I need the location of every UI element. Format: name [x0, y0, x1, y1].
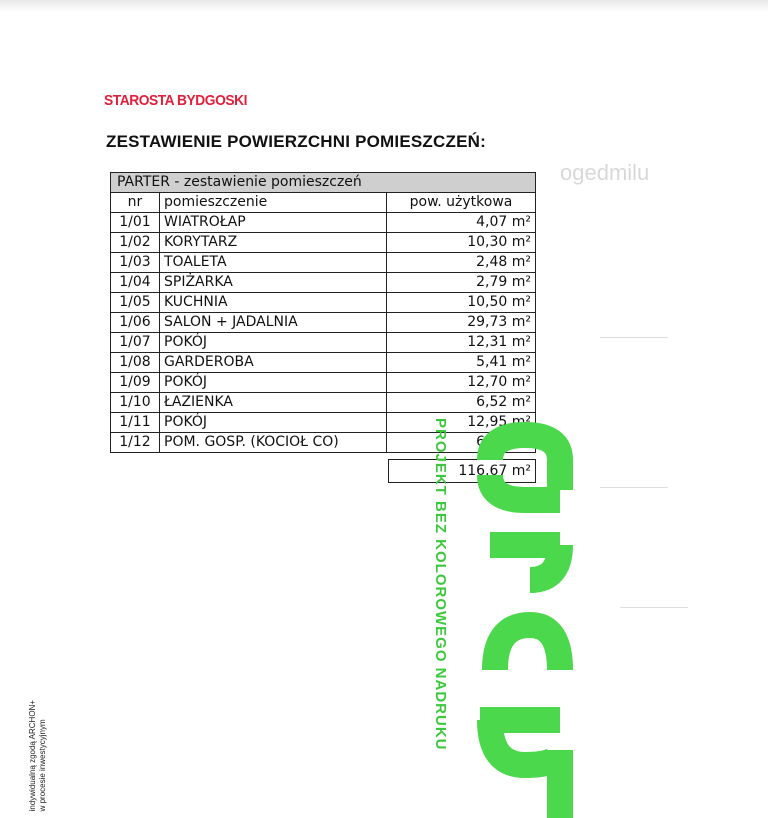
- room-number: 1/03: [111, 253, 160, 273]
- room-area: 5,41 m²: [387, 353, 536, 373]
- table-row: [111, 213, 536, 233]
- header-room: pomieszczenie: [160, 193, 387, 213]
- archon-logo: [470, 420, 580, 818]
- show-through-text: ────────: [600, 330, 669, 344]
- copyright-line-2: w procesie inwestycyjnym: [38, 719, 47, 812]
- room-number: 1/04: [111, 273, 160, 293]
- room-area: 2,79 m²: [387, 273, 536, 293]
- room-number: 1/09: [111, 373, 160, 393]
- scan-edge: [0, 0, 768, 12]
- room-name: SALON + JADALNIA: [160, 313, 387, 333]
- show-through-text: ────────: [620, 600, 689, 614]
- room-area: 12,70 m²: [387, 373, 536, 393]
- room-area: 12,95 m²: [387, 413, 536, 433]
- show-through-text: ────────: [600, 480, 669, 494]
- room-area: 12,31 m²: [387, 333, 536, 353]
- copyright-line-1: indywidualną zgodą ARCHON+: [28, 700, 37, 812]
- table-header-row: [111, 193, 536, 213]
- table-row: [111, 253, 536, 273]
- table-caption: PARTER - zestawienie pomieszczeń: [111, 173, 536, 193]
- print-warning-text: PROJEKT BEZ KOLOROWEGO NADRUKU: [432, 418, 449, 751]
- room-number: 1/10: [111, 393, 160, 413]
- total-area: 116,67 m²: [388, 459, 536, 483]
- table-row: [111, 233, 536, 253]
- copyright-note: [28, 700, 48, 811]
- room-name: TOALETA: [160, 253, 387, 273]
- room-name: POKÓJ: [160, 373, 387, 393]
- room-area: 2,48 m²: [387, 253, 536, 273]
- room-area: 10,50 m²: [387, 293, 536, 313]
- table-caption-row: [111, 173, 536, 193]
- room-area: 4,07 m²: [387, 213, 536, 233]
- room-name: POKÓJ: [160, 413, 387, 433]
- room-area: 6,52 m²: [387, 393, 536, 413]
- room-number: 1/11: [111, 413, 160, 433]
- room-name: ŁAZIENKA: [160, 393, 387, 413]
- room-name: KORYTARZ: [160, 233, 387, 253]
- room-area: 10,30 m²: [387, 233, 536, 253]
- rooms-table: [110, 172, 536, 453]
- room-name: WIATROŁAP: [160, 213, 387, 233]
- room-area: 6,91 m²: [387, 433, 536, 453]
- room-number: 1/06: [111, 313, 160, 333]
- table-row: [111, 293, 536, 313]
- room-name: SPIŻARKA: [160, 273, 387, 293]
- table-row: [111, 273, 536, 293]
- header-area: pow. użytkowa: [387, 193, 536, 213]
- room-number: 1/12: [111, 433, 160, 453]
- room-area: 29,73 m²: [387, 313, 536, 333]
- table-row: [111, 393, 536, 413]
- room-name: POKÓJ: [160, 333, 387, 353]
- room-number: 1/07: [111, 333, 160, 353]
- room-name: GARDEROBA: [160, 353, 387, 373]
- room-number: 1/02: [111, 233, 160, 253]
- table-row: [111, 313, 536, 333]
- room-name: POM. GOSP. (KOCIOŁ CO): [160, 433, 387, 453]
- table-row: [111, 333, 536, 353]
- starosta-stamp: STAROSTA BYDGOSKI: [104, 92, 247, 109]
- room-number: 1/08: [111, 353, 160, 373]
- show-through-text: ogedmilu: [560, 160, 650, 185]
- document-title: ZESTAWIENIE POWIERZCHNI POMIESZCZEŃ:: [106, 132, 486, 151]
- table-row: [111, 373, 536, 393]
- room-number: 1/01: [111, 213, 160, 233]
- room-name: KUCHNIA: [160, 293, 387, 313]
- room-number: 1/05: [111, 293, 160, 313]
- header-nr: nr: [111, 193, 160, 213]
- table-row: [111, 353, 536, 373]
